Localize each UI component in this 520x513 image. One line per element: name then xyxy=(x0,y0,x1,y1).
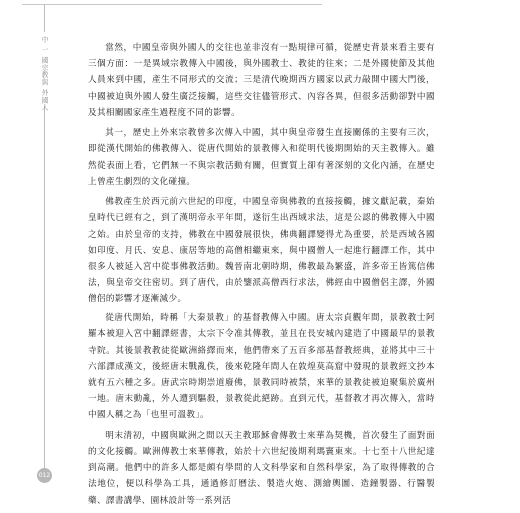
paragraph: 當然，中國皇帝與外國人的交往也並非沒有一點規律可循，從歷史背景來看主要有三個方面：一是異域宗教傳入中國後，與外國教士、教徒的往來；二是外國使節及其他人員來到中國，產生不同形式的交流；三是清代晚期西方國家以武力敲開中國大門後，中國被迫與外國人發生廣泛接觸，這些交往儘管形式、內容各異，但很多活動卻對中國及其相關國家產生過程度不同的影響。 xyxy=(88,43,435,118)
running-head-separator: 一 xyxy=(40,46,48,54)
side-rule-top xyxy=(44,4,45,32)
top-margin-rule xyxy=(22,4,322,5)
running-head-bottom: 外國人 xyxy=(40,89,48,112)
paragraph: 其一，歷史上外來宗教曾多次傳入中國，其中與皇帝發生直接關係的主要有三次，即從漢代開始的佛教傳入、從唐代開始的景教傳入和從明代後期開始的天主教傳入。雖然從表面上看，它們無一不與宗教活動有關，但實質上卻有著深刻的文化內涵，在歷史上曾產生劇烈的文化碰撞。 xyxy=(88,128,435,187)
paragraph: 佛教產生於西元前六世紀的印度，中國皇帝與佛教的直接接觸，據文獻記載，秦始皇時代已經有之，到了漢明帝永平年間，遂衍生出西域求法，這是公認的佛教傳入中國之始。由於皇帝的支持，佛教在中國發展很快，佛典翻譯變得尤為重要，於是西域各國如印度、月氏、安息、康居等地的高僧相繼東來，與中國僧人一起進行翻譯工作，其中很多人被延入宮中從事佛教活動。魏晉南北朝時期，佛教最為繁盛，許多帝王皆篤信佛法，與皇帝交往密切。到了唐代，由於鑒派高僧西行求法，佛經由中國僧侶主譯，外國僧侶的影響才逐漸減少。 xyxy=(88,197,435,305)
page-number: 012 xyxy=(37,468,52,483)
paragraph: 明末清初，中國與歐洲之間以天主教耶穌會傳教士來華為契機，首次發生了面對面的文化接觸。歐洲傳教士來華傳教，始於十六世紀後期利瑪竇東來。十七至十八世紀達到高潮。他們中的許多人都是頗有學問的人文科學家和自然科學家，為了取得傳教的合法地位，便以科學為工具，通過修訂曆法、製造火炮、測繪輿圖、造鐘製器、行醫製藥、譯書講學、園林設計等一系列活 xyxy=(88,430,435,506)
body-text xyxy=(88,40,435,513)
running-head-top: 中 xyxy=(40,36,48,44)
running-head xyxy=(37,36,51,111)
paragraph: 從唐代開始，時稱「大秦景教」的基督教傳入中國。唐太宗貞觀年間，景教教士阿羅本被迎入宮中翻譯經書，太宗下令准其傳教，並且在長安城內建造了中國最早的景教寺院。其後景教教徒從歐洲絡繹而來，他們帶來了五百多部基督教經典，並將其中三十六部譯成漢文，後經唐末戰亂佚，後來乾隆年間人在敦煌莫高窟中發現的景教經文抄本就有五六種之多。唐武宗時期崇道廢佛，景教同時被禁，來華的景教徒被迫聚集於廣州一地。唐末動亂，外人遭到驅殺，景教從此絕跡。直到元代，基督教才再次傳入，當時中國人稱之為「也里可溫教」。 xyxy=(88,313,435,421)
side-rule-bottom xyxy=(44,106,45,476)
running-head-middle: 國宗教與 xyxy=(40,56,48,87)
